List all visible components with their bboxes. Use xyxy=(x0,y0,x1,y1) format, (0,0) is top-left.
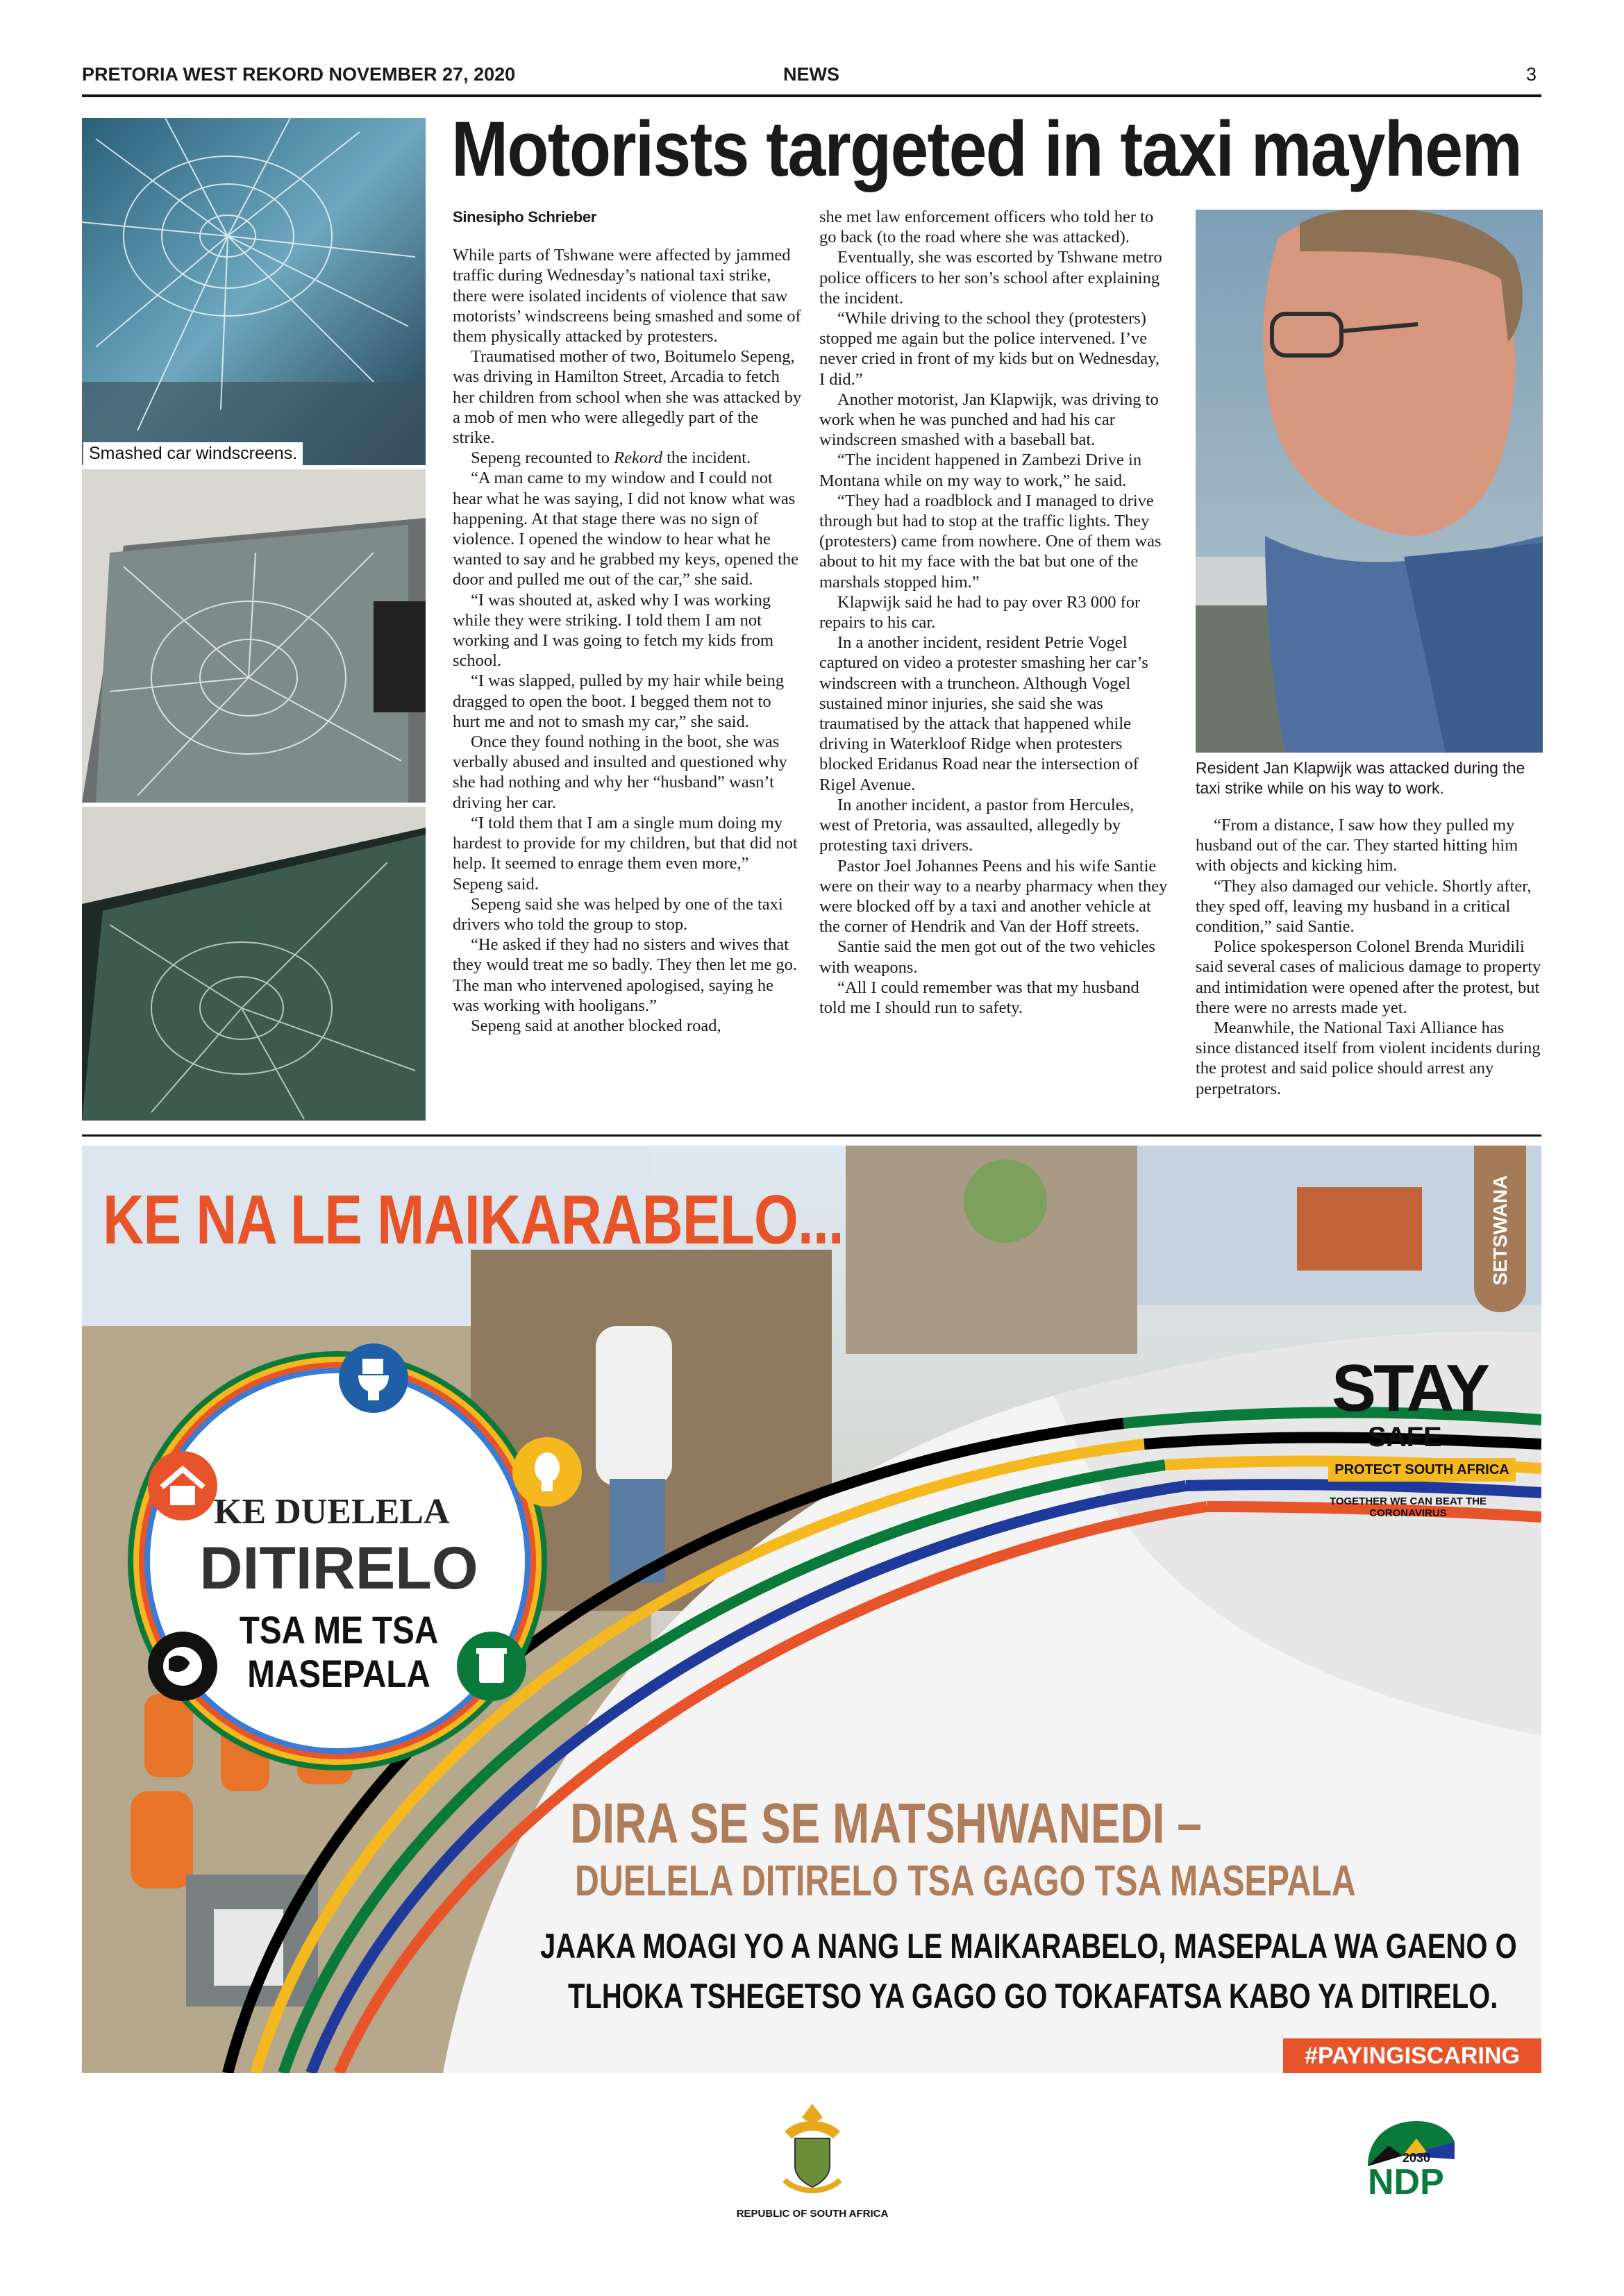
slogan-line-1: DIRA SE SE MATSHWANEDI – xyxy=(570,1792,1202,1855)
paragraph: “They also damaged our vehicle. Shortly after, they sped off, leaving my husband in a critical condition,” said Santie. xyxy=(1196,876,1532,937)
language-tab xyxy=(1474,1146,1526,1312)
header-rule xyxy=(82,94,1541,97)
slogan-line-2: DUELELA DITIRELO TSA GAGO TSA MASEPALA xyxy=(575,1857,1356,1905)
running-header-left: PRETORIA WEST REKORD NOVEMBER 27, 2020 xyxy=(82,64,516,85)
ndp-year: 2030 xyxy=(1403,2151,1431,2165)
photo-smashed-windscreen-2 xyxy=(82,469,426,803)
badge-line-4: MASEPALA xyxy=(247,1652,430,1695)
article-column-3 xyxy=(1196,815,1543,1099)
paragraph: “He asked if they had no sisters and wives that they would treat me so badly. They then let me go. The man who intervened apologised, saying he was working with hooligans.” xyxy=(453,935,798,1015)
paragraph: In another incident, a pastor from Hercules, west of Pretoria, was assaulted, allegedly by protesting taxi drivers. xyxy=(819,795,1135,855)
paragraph: Traumatised mother of two, Boitumelo Sepeng, was driving in Hamilton Street, Arcadia to fetch her children from school when she was attacked by a mob of men who were allegedly part of the strike. xyxy=(453,347,802,448)
paragraph: Eventually, she was escorted by Tshwane metro police officers to her son’s school after explaining the incident. xyxy=(819,248,1162,308)
house-icon xyxy=(148,1451,217,1520)
ad-headline: KE NA LE MAIKARABELO... xyxy=(103,1181,844,1259)
recycle-bin-icon xyxy=(457,1632,526,1701)
paragraph: “They had a roadblock and I managed to drive through but had to stop at the traffic lights. They (protesters) came from nowhere. One of them was about to hit my face with the bat but one of the marshals stopped him.” xyxy=(819,491,1162,592)
paragraph: While parts of Tshwane were affected by jammed traffic during Wednesday’s national taxi strike, there were isolated incidents of violence that saw motorists’ windscreens being smashed and some of them physically attacked by protesters. xyxy=(453,246,801,346)
paragraph: “I told them that I am a single mum doing my hardest to provide for my children, but that did not help. It seemed to enrage them even more,” Sepeng said. xyxy=(453,813,798,894)
photo-portrait-jan-klapwijk xyxy=(1196,210,1543,753)
toilet-icon xyxy=(339,1343,408,1413)
paragraph: “I was slapped, pulled by my hair while being dragged to open the boot. I begged them not to hurt me and not to smash my car,” she said. xyxy=(453,671,785,731)
photo-smashed-windscreen-1 xyxy=(82,118,426,465)
body-line-1: JAAKA MOAGI YO A NANG LE MAIKARABELO, MASEPALA WA GAENO O xyxy=(540,1927,1517,1966)
stay-safe-word-1: STAY xyxy=(1332,1351,1488,1425)
paragraph: Santie said the men got out of the two vehicles with weapons. xyxy=(819,937,1155,977)
section-label: NEWS xyxy=(783,64,839,85)
paragraph: Pastor Joel Johannes Peens and his wife Santie were on their way to a nearby pharmacy when they were blocked off by a taxi and another vehicle at the corner of Hendrik and Van der Hoff streets. xyxy=(819,856,1168,937)
photo1-caption: Smashed car windscreens. xyxy=(83,442,303,465)
hashtag-band: #PAYINGISCARING xyxy=(1283,2038,1541,2073)
badge-line-2: DITIRELO xyxy=(199,1535,478,1602)
paragraph: “I was shouted at, asked why I was working while they were striking. I told them I am not working and I was going to fetch my kids from school. xyxy=(453,590,774,671)
byline: Sinesipho Schrieber xyxy=(453,208,597,226)
paragraph: “All I could remember was that my husband told me I should run to safety. xyxy=(819,978,1139,1017)
globe-water-icon xyxy=(148,1632,217,1701)
headline: Motorists targeted in taxi mayhem xyxy=(451,106,1522,192)
paragraph: Sepeng recounted to Rekord the incident. xyxy=(471,449,751,468)
ndp-label: NDP xyxy=(1368,2162,1444,2202)
stay-safe-tagline: TOGETHER WE CAN BEAT THE CORONAVIRUS xyxy=(1329,1495,1487,1519)
ndp-2030-logo xyxy=(1361,2118,1458,2201)
page-number: 3 xyxy=(1526,64,1537,85)
paragraph: “A man came to my window and I could not hear what he was saying, I did not know what was happening. At that stage there was no sign of violence. I opened the window to hear what he wanted to say and he grabbed my keys, opened the door and pulled me out of the car,” she said. xyxy=(453,469,799,589)
body-line-2: TLHOKA TSHEGETSO YA GAGO GO TOKAFATSA KABO YA DITIRELO. xyxy=(568,1977,1498,2016)
paragraph: she met law enforcement officers who told her to go back (to the road where she was attacked). xyxy=(819,208,1154,247)
coat-of-arms-label: REPUBLIC OF SOUTH AFRICA xyxy=(736,2208,889,2220)
stay-safe-word-2: SAFE xyxy=(1368,1422,1442,1452)
advertisement xyxy=(82,1146,1541,2073)
paragraph: Police spokesperson Colonel Brenda Muridili said several cases of malicious damage to property and intimidation were opened after the protest, but there were no arrests made yet. xyxy=(1196,937,1541,1017)
paragraph: “While driving to the school they (protesters) stopped me again but the police intervened. I’ve never cried in front of my kids but on Wednesday, I did.” xyxy=(819,309,1160,389)
paragraph: “From a distance, I saw how they pulled my husband out of the car. They started hitting him with objects and kicking him. xyxy=(1196,816,1518,875)
paragraph: Sepeng said at another blocked road, xyxy=(471,1016,721,1035)
coat-of-arms-icon xyxy=(771,2097,854,2201)
portrait-caption: Resident Jan Klapwijk was attacked during the taxi strike while on his way to work. xyxy=(1196,759,1525,797)
language-tab-label: SETSWANA xyxy=(1489,1175,1511,1286)
stay-safe-logo xyxy=(1332,1351,1526,1493)
article-bottom-rule xyxy=(82,1134,1541,1137)
paragraph: In a another incident, resident Petrie Vogel captured on video a protester smashing her car’s windscreen with a truncheon. Although Vogel sustained minor injuries, she said she was traumatised by the attack that happened while driving in Waterkloof Ridge when protesters blocked Eridanus Road near the intersection of Rigel Avenue. xyxy=(819,633,1148,794)
paragraph: Sepeng said she was helped by one of the taxi drivers who told the group to stop. xyxy=(453,894,783,934)
paragraph: Another motorist, Jan Klapwijk, was driving to work when he was punched and had his car windscreen smashed with a baseball bat. xyxy=(819,389,1159,450)
article-column-2 xyxy=(819,207,1169,1018)
paragraph: Klapwijk said he had to pay over R3 000 for repairs to his car. xyxy=(819,592,1141,632)
paragraph: Meanwhile, the National Taxi Alliance has since distanced itself from violent incidents during the protest and said police should arrest any perpetrators. xyxy=(1196,1019,1541,1098)
paragraph: Once they found nothing in the boot, she was verbally abused and insulted and questioned why she had nothing and why her “husband” wasn’t driving her car. xyxy=(453,732,787,812)
article-column-1 xyxy=(453,207,803,1036)
photo-smashed-windscreen-3 xyxy=(82,807,426,1121)
badge-line-3: TSA ME TSA xyxy=(239,1608,439,1652)
paragraph: “The incident happened in Zambezi Drive in Montana while on my way to work,” he said. xyxy=(819,451,1142,490)
stay-safe-band: PROTECT SOUTH AFRICA xyxy=(1328,1458,1516,1482)
badge-line-1: KE DUELELA xyxy=(214,1492,450,1532)
